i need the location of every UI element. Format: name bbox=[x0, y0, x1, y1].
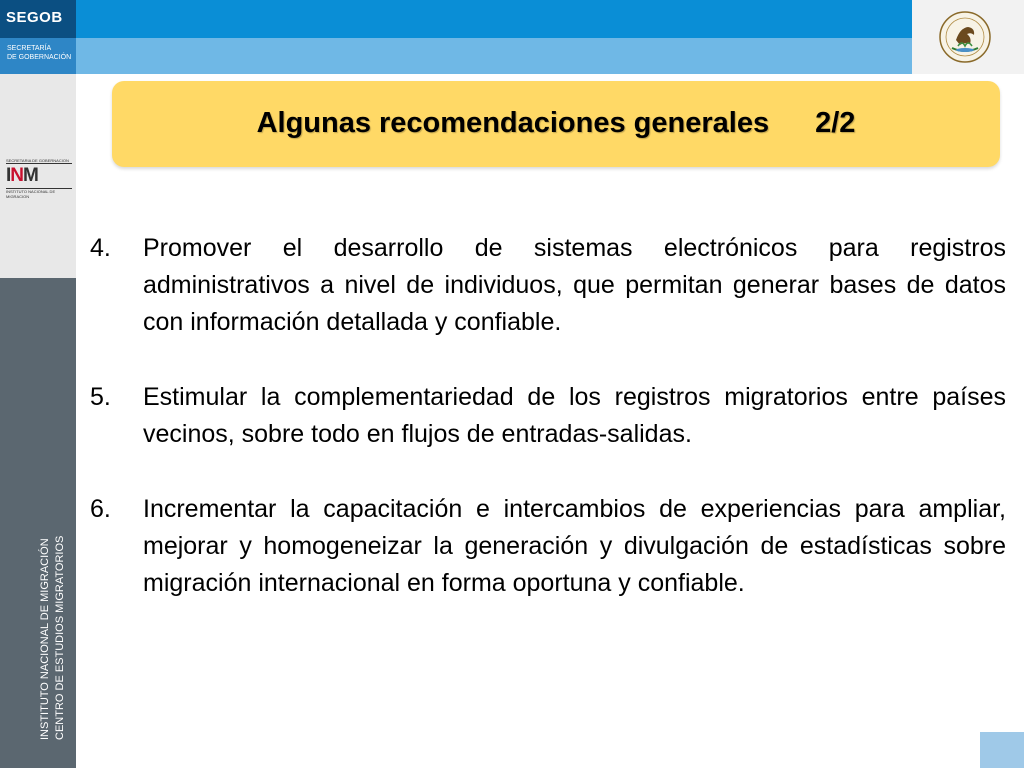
list-item-number: 5. bbox=[90, 383, 111, 411]
list-item-text: Incrementar la capacitación e intercambios de experiencias para ampliar, mejorar y homogeneizar la generación y divulgación de estadísticas sobre migración internacional en forma oportuna y confiable. bbox=[143, 495, 1006, 597]
inm-mark-i: I bbox=[6, 165, 11, 186]
inm-logo-mark bbox=[6, 164, 72, 188]
slide-page-number: 2/2 bbox=[815, 107, 856, 139]
list-item bbox=[90, 379, 1006, 453]
inm-logo-bottom: INSTITUTO NACIONAL DE MIGRACION bbox=[6, 188, 72, 199]
corner-decoration bbox=[980, 732, 1024, 768]
list-item-text: Estimular la complementariedad de los registros migratorios entre países vecinos, sobre todo en flujos de entradas-salidas. bbox=[143, 383, 1006, 448]
slide-title bbox=[112, 107, 1000, 140]
list-item bbox=[90, 230, 1006, 341]
segob-logo: SEGOB bbox=[6, 9, 63, 26]
list-item bbox=[90, 491, 1006, 602]
sidebar-line1: INSTITUTO NACIONAL DE MIGRACIÓN bbox=[39, 538, 51, 740]
recommendations-list bbox=[90, 230, 1006, 640]
header-subbar bbox=[0, 38, 912, 74]
list-item-text: Promover el desarrollo de sistemas electrónicos para registros administrativos a nivel de individuos, que permitan generar bases de datos con información detallada y confiable. bbox=[143, 234, 1006, 336]
segob-subtitle-line1: SECRETARÍA bbox=[7, 45, 52, 52]
header-bar bbox=[0, 0, 912, 38]
list-item-number: 6. bbox=[90, 495, 111, 523]
segob-subtitle-line2: DE GOBERNACIÓN bbox=[7, 54, 72, 61]
inm-logo bbox=[6, 158, 72, 199]
slide-title-text: Algunas recomendaciones generales bbox=[256, 107, 770, 139]
sidebar-line2: CENTRO DE ESTUDIOS MIGRATORIOS bbox=[54, 535, 66, 740]
inm-mark-n: N bbox=[10, 165, 24, 186]
inm-logo-top: SECRETARIA DE GOBERNACION bbox=[6, 158, 72, 164]
segob-subtitle bbox=[7, 44, 71, 62]
sidebar-vertical-text bbox=[38, 536, 68, 740]
title-banner bbox=[112, 81, 1000, 167]
list-item-number: 4. bbox=[90, 234, 111, 262]
mexican-coat-of-arms-icon bbox=[938, 10, 992, 64]
inm-mark-m: M bbox=[23, 165, 38, 186]
